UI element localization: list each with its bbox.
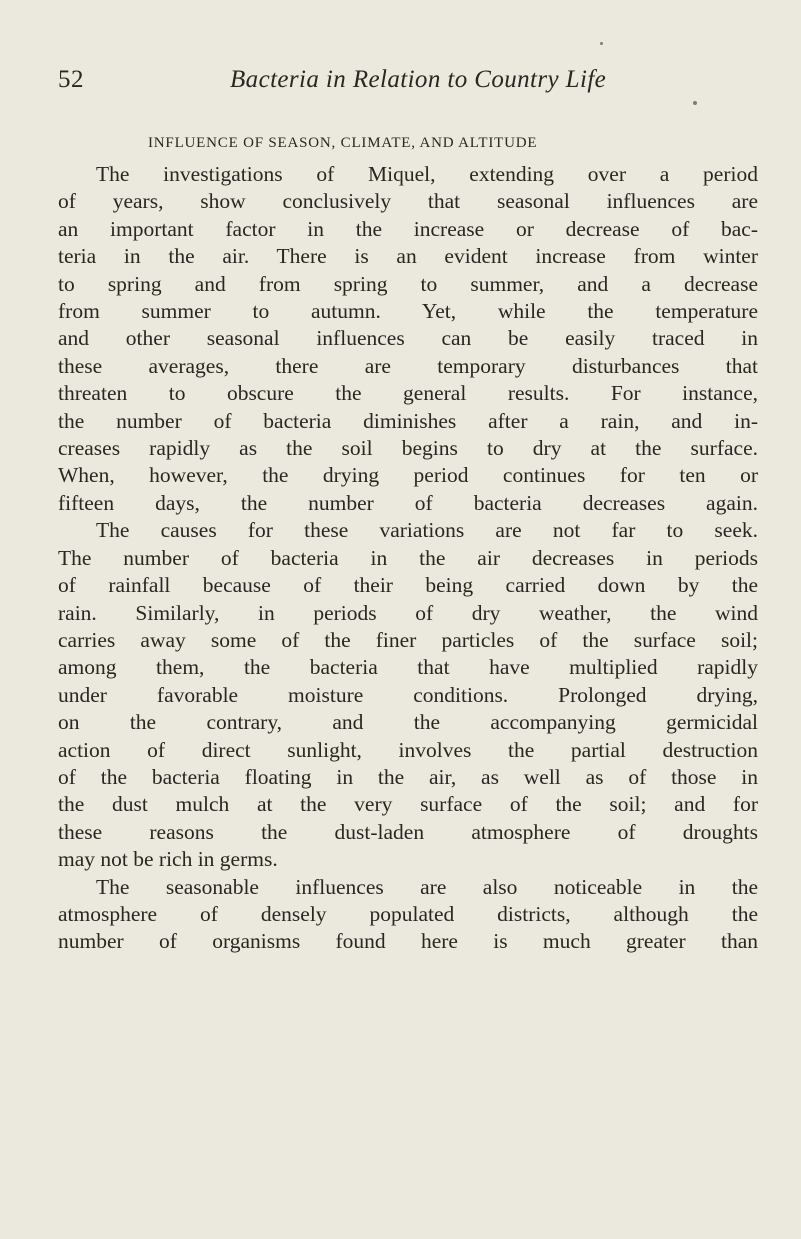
text-line: rain. Similarly, in periods of dry weather, the wind bbox=[58, 600, 758, 625]
text-line: may not be rich in germs. bbox=[58, 847, 278, 872]
text-line: The investigations of Miquel, extending over a period bbox=[96, 162, 758, 186]
text-line: number of organisms found here is much greater than bbox=[58, 929, 758, 954]
text-line: of the bacteria floating in the air, as well as of those in bbox=[58, 764, 758, 789]
text-line: threaten to obscure the general results. For instance, bbox=[58, 381, 758, 406]
text-line: an important factor in the increase or decrease of bac- bbox=[58, 216, 758, 241]
text-line: these reasons the dust-laden atmosphere of droughts bbox=[58, 819, 758, 844]
text-line: fifteen days, the number of bacteria decreases again. bbox=[58, 490, 758, 515]
text-line: from summer to autumn. Yet, while the temperature bbox=[58, 299, 758, 324]
body-text bbox=[58, 161, 758, 956]
text-line: teria in the air. There is an evident increase from winter bbox=[58, 244, 758, 269]
text-line: among them, the bacteria that have multiplied rapidly bbox=[58, 655, 758, 680]
text-line: of years, show conclusively that seasonal influences are bbox=[58, 189, 758, 214]
text-line: creases rapidly as the soil begins to dry at the surface. bbox=[58, 436, 758, 461]
text-line: under favorable moisture conditions. Prolonged drying, bbox=[58, 682, 758, 707]
text-line: and other seasonal influences can be easily traced in bbox=[58, 326, 758, 351]
page-number: 52 bbox=[58, 66, 84, 93]
text-line: The seasonable influences are also noticeable in the bbox=[96, 874, 758, 899]
text-line: of rainfall because of their being carried down by the bbox=[58, 573, 758, 598]
ink-speck bbox=[600, 42, 603, 45]
text-line: atmosphere of densely populated districts, although the bbox=[58, 901, 758, 926]
text-line: to spring and from spring to summer, and a decrease bbox=[58, 271, 758, 296]
text-line: The number of bacteria in the air decreases in periods bbox=[58, 545, 758, 570]
running-title: Bacteria in Relation to Country Life bbox=[230, 66, 607, 93]
text-line: action of direct sunlight, involves the partial destruction bbox=[58, 737, 758, 762]
text-line: on the contrary, and the accompanying germicidal bbox=[58, 710, 758, 735]
text-line: When, however, the drying period continues for ten or bbox=[58, 463, 758, 488]
text-line: the dust mulch at the very surface of the soil; and for bbox=[58, 792, 758, 817]
running-head bbox=[58, 66, 758, 102]
text-line: these averages, there are temporary disturbances that bbox=[58, 353, 758, 378]
ink-speck bbox=[693, 101, 697, 105]
text-line: the number of bacteria diminishes after a rain, and in- bbox=[58, 408, 758, 433]
text-line: The causes for these variations are not far to seek. bbox=[96, 518, 758, 543]
text-line: carries away some of the finer particles of the surface soil; bbox=[58, 627, 758, 652]
section-heading: INFLUENCE OF SEASON, CLIMATE, AND ALTITUDE bbox=[148, 135, 538, 151]
